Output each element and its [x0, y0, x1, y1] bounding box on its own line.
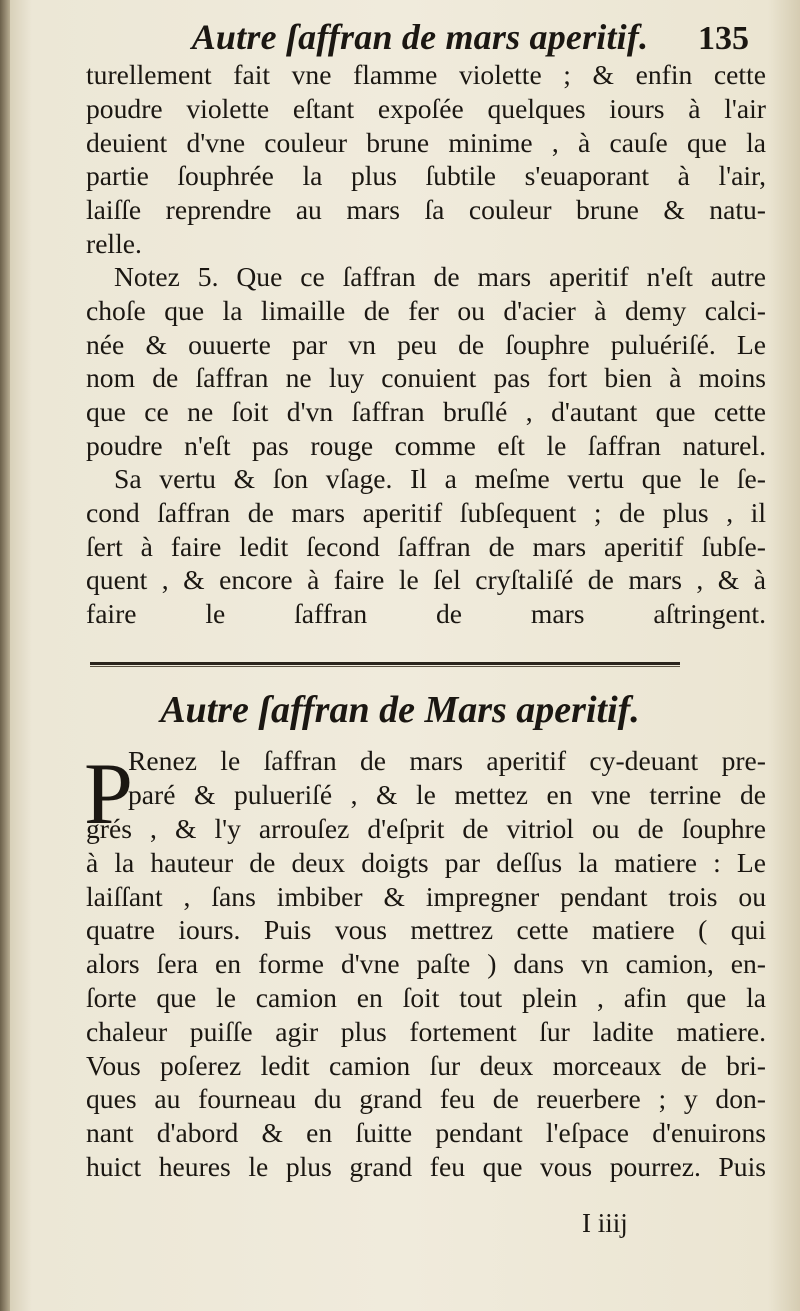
- text-line: Sa vertu & ſon vſage. Il a meſme vertu que le ſe-: [114, 463, 766, 494]
- text-line: grés , & l'y arrouſez d'eſprit de vitriol ou de ſouphre: [86, 813, 766, 844]
- text-line: que ce ne ſoit d'vn ſaffran bruſlé , d'autant que cette: [86, 396, 766, 428]
- paragraph-2: [86, 260, 766, 463]
- text-line: quent , & encore à faire le ſel cryſtaliſé de mars , & à: [86, 564, 766, 596]
- section-divider-thin: [90, 666, 680, 667]
- paragraph-4: [86, 812, 766, 1184]
- text-line: nom de ſaffran ne luy conuient pas fort bien à moins: [86, 362, 766, 394]
- text-line: à la hauteur de deux doigts par deſſus la matiere : Le: [86, 846, 766, 878]
- text-line: chaleur puiſſe agir plus fortement ſur ladite matiere.: [86, 1015, 766, 1047]
- page-number: 135: [698, 20, 749, 57]
- signature-mark: I iiij: [582, 1208, 628, 1238]
- text-line: ſorte que le camion en ſoit tout plein , afin que la: [86, 981, 766, 1013]
- text-line: cond ſaffran de mars aperitif ſubſequent ; de plus , il: [86, 496, 766, 528]
- text-line: nant d'abord & en ſuitte pendant l'eſpace d'enuirons: [86, 1117, 766, 1149]
- page-gutter: [0, 0, 10, 1311]
- drop-cap: P: [84, 746, 133, 843]
- text-line: alors ſera en forme d'vne paſte ) dans vn camion, en-: [86, 948, 766, 980]
- section-heading: Autre ſaffran de Mars aperitif.: [160, 689, 640, 731]
- text-line: faire le ſaffran de mars aſtringent.: [86, 598, 766, 630]
- text-line: ſert à faire ledit ſecond ſaffran de mars aperitif ſubſe-: [86, 530, 766, 562]
- text-line: turellement fait vne flamme violette ; & enfin cette: [86, 59, 766, 90]
- text-line: ques au fourneau du grand feu de reuerbere ; y don-: [86, 1083, 766, 1115]
- text-line: choſe que la limaille de fer ou d'acier à demy calci-: [86, 294, 766, 326]
- text-line: poudre n'eſt pas rouge comme eſt le ſaffran naturel.: [86, 429, 766, 461]
- text-line: Renez le ſaffran de mars aperitif cy-deuant pre-: [128, 745, 766, 776]
- text-line: poudre violette eſtant expoſée quelques iours à l'air: [86, 92, 766, 124]
- text-line: quatre iours. Puis vous mettrez cette matiere ( qui: [86, 914, 766, 946]
- paragraph-3: [86, 462, 766, 631]
- text-line: laiſſe reprendre au mars ſa couleur brune & natu-: [86, 194, 766, 226]
- text-line: paré & pulueriſé , & le mettez en vne terrine de: [128, 778, 766, 810]
- text-line: partie ſouphrée la plus ſubtile s'euaporant à l'air,: [86, 160, 766, 192]
- text-line: laiſſant , ſans imbiber & impregner pendant trois ou: [86, 880, 766, 912]
- running-head-title: Autre ſaffran de mars aperitif.: [191, 17, 649, 57]
- text-line: née & ouuerte par vn peu de ſouphre puluériſé. Le: [86, 328, 766, 360]
- text-line: huict heures le plus grand feu que vous pourrez. Puis: [86, 1150, 766, 1182]
- running-head: [0, 12, 800, 60]
- text-line: relle.: [86, 227, 142, 259]
- section-divider: [90, 662, 680, 665]
- text-line: deuient d'vne couleur brune minime , à cauſe que la: [86, 126, 766, 158]
- paragraph-4-opening: [128, 744, 766, 812]
- paragraph-1: [86, 58, 766, 261]
- text-line: Vous poſerez ledit camion ſur deux morceaux de bri-: [86, 1049, 766, 1081]
- text-line: Notez 5. Que ce ſaffran de mars aperitif n'eſt autre: [114, 261, 766, 292]
